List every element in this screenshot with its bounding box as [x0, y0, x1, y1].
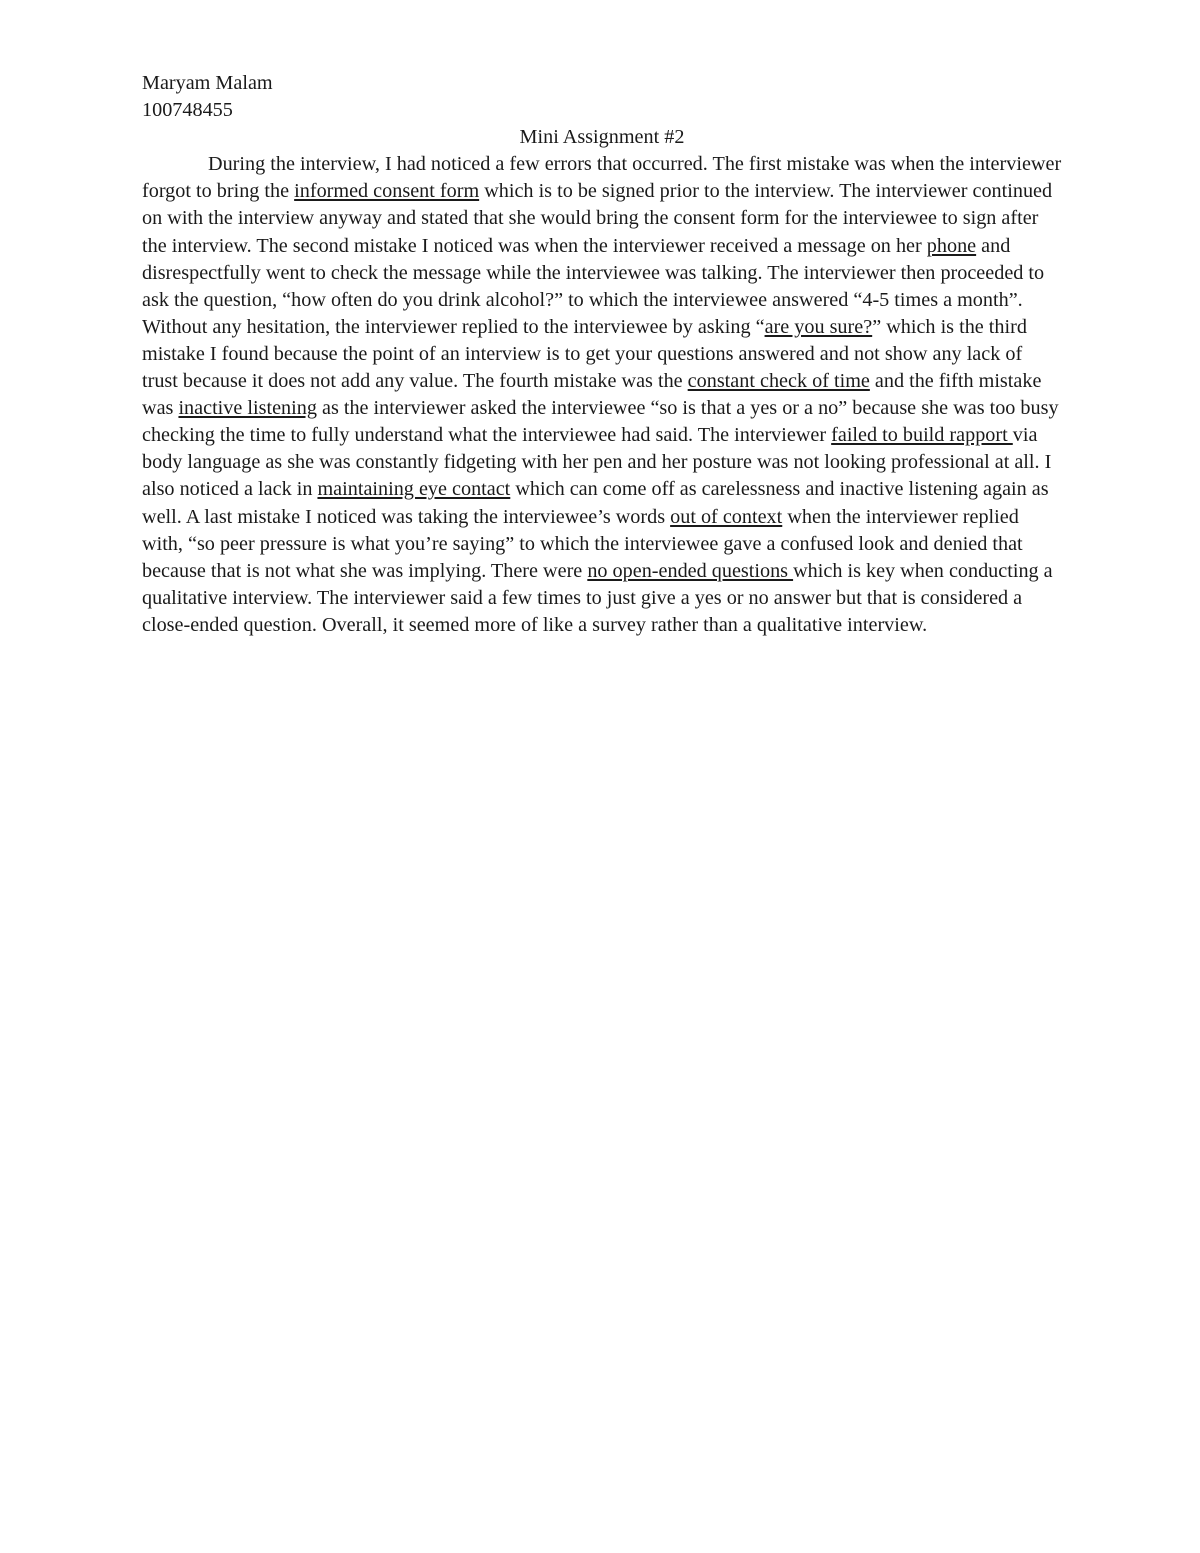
- document-content: [142, 70, 1062, 639]
- underlined-phrase: informed consent form: [294, 180, 480, 203]
- text-run: which can come off as carelessness and inactive listening again as well. A last mistake I noticed was taking the interviewee’s words: [142, 478, 1049, 528]
- underlined-phrase: constant check of time: [687, 370, 870, 393]
- underlined-phrase: inactive listening: [178, 397, 317, 420]
- underlined-phrase: maintaining eye contact: [317, 478, 511, 501]
- text-run: when the interviewer replied with, “so peer pressure is what you’re saying” to which the interviewee gave a confused look and denied that because that is not what she was implying. There were: [142, 505, 1023, 582]
- underlined-phrase: no open-ended questions: [587, 559, 794, 582]
- text-run: During the interview, I had noticed a few errors that occurred. The first mistake was when the interviewer forgot to bring the: [142, 153, 1062, 203]
- text-run: which is to be signed prior to the interview. The interviewer continued on with the interview anyway and stated that she would bring the consent form for the interviewee to sign after the interview. The second mistake I noticed was when the interviewer received a message on her: [142, 180, 1053, 257]
- underlined-phrase: failed to build rapport: [831, 424, 1013, 447]
- student-id: 100748455: [142, 99, 233, 122]
- text-run: and disrespectfully went to check the message while the interviewee was talking. The interviewer then proceeded to ask the question, “how often do you drink alcohol?” to which the interviewee answered “4-5 times a month”. Without any hesitation, the interviewer replied to the interviewee by asking “: [142, 234, 1045, 338]
- document-title: Mini Assignment #2: [519, 126, 685, 149]
- text-run: as the interviewer asked the interviewee “so is that a yes or a no” because she was too busy checking the time to fully understand what the interviewee had said. The interviewer: [142, 397, 1059, 447]
- text-run: via body language as she was constantly fidgeting with her pen and her posture was not looking professional at all. I also noticed a lack in: [142, 424, 1052, 501]
- author-name: Maryam Malam: [142, 72, 273, 94]
- underlined-phrase: out of context: [670, 505, 783, 528]
- text-run: which is key when conducting a qualitative interview. The interviewer said a few times to just give a yes or no answer but that is considered a close-ended question. Overall, it seemed more of like a survey rather than a qualitative interview.: [142, 559, 1053, 636]
- body-paragraph: [142, 151, 1062, 639]
- underlined-phrase: phone: [926, 234, 977, 257]
- underlined-phrase: are you sure?: [764, 315, 873, 338]
- text-run: ” which is the third mistake I found because the point of an interview is to get your questions answered and not show any lack of trust because it does not add any value. The fourth mistake was the: [142, 315, 1027, 393]
- text-run: and the fifth mistake was: [142, 370, 1042, 420]
